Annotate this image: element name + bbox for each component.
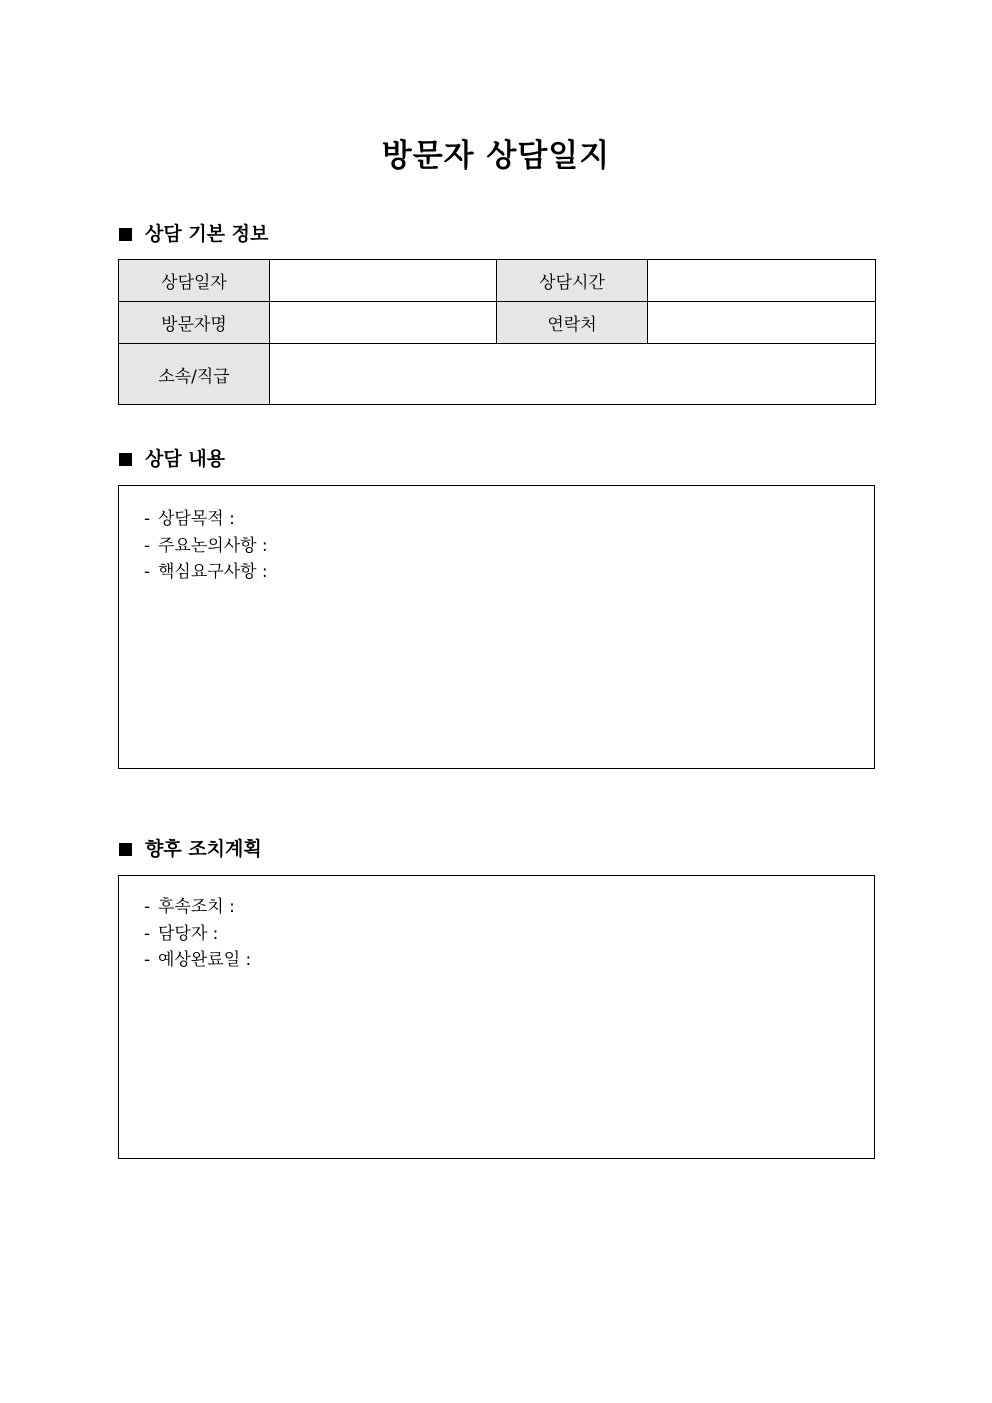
follow-up-list xyxy=(119,876,874,974)
dash-bullet: - xyxy=(144,562,151,582)
list-item xyxy=(144,506,874,533)
dash-bullet: - xyxy=(144,950,151,970)
time-field[interactable] xyxy=(648,260,876,302)
consultation-purpose-label: 상담목적 : xyxy=(158,509,235,529)
table-row xyxy=(119,344,876,405)
date-field[interactable] xyxy=(270,260,497,302)
section-heading-consultation xyxy=(119,445,225,473)
follow-up-content-box[interactable] xyxy=(118,875,875,1159)
key-requirements-label: 핵심요구사항 : xyxy=(158,562,268,582)
time-label: 상담시간 xyxy=(497,260,648,302)
basic-info-table xyxy=(118,259,876,405)
dash-bullet: - xyxy=(144,535,151,556)
table-row xyxy=(119,260,876,302)
dash-bullet: - xyxy=(144,509,151,529)
dash-bullet: - xyxy=(144,923,151,944)
section-heading-label: 상담 내용 xyxy=(145,448,226,470)
visitor-name-label: 방문자명 xyxy=(119,302,270,344)
affiliation-label: 소속/직급 xyxy=(119,344,270,405)
contact-label: 연락처 xyxy=(497,302,648,344)
section-heading-label: 상담 기본 정보 xyxy=(145,223,269,245)
list-item xyxy=(144,921,874,948)
square-bullet-icon xyxy=(119,228,132,241)
page-title: 방문자 상담일지 xyxy=(381,138,611,174)
table-row xyxy=(119,302,876,344)
list-item xyxy=(144,533,874,560)
square-bullet-icon xyxy=(119,843,132,856)
affiliation-field[interactable] xyxy=(270,344,876,405)
list-item xyxy=(144,947,874,974)
square-bullet-icon xyxy=(119,453,132,466)
section-heading-label: 향후 조치계획 xyxy=(145,838,262,860)
follow-up-action-label: 후속조치 : xyxy=(158,897,235,917)
contact-field[interactable] xyxy=(648,302,876,344)
expected-completion-label: 예상완료일 : xyxy=(158,950,252,970)
consultation-list xyxy=(119,486,874,586)
list-item xyxy=(144,894,874,921)
dash-bullet: - xyxy=(144,897,151,917)
section-heading-basic-info xyxy=(119,220,268,248)
main-discussion-label: 주요논의사항 : xyxy=(158,535,268,556)
person-in-charge-label: 담당자 : xyxy=(158,923,219,944)
visitor-name-field[interactable] xyxy=(270,302,497,344)
section-heading-follow-up xyxy=(119,835,262,863)
consultation-content-box[interactable] xyxy=(118,485,875,769)
date-label: 상담일자 xyxy=(119,260,270,302)
list-item xyxy=(144,559,874,586)
